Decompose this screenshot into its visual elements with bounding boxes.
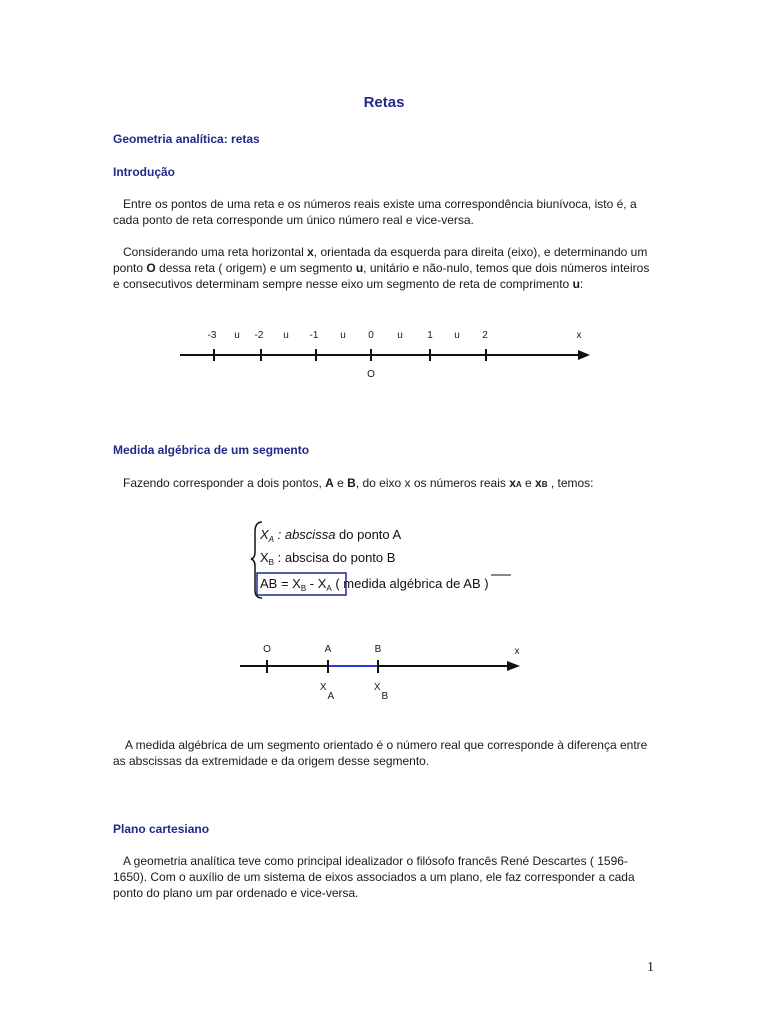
medida-paragraph-1: Fazendo corresponder a dois pontos, A e B, do eixo x os números reais xA e xB , temos: [123, 476, 594, 490]
tick-label-0: 0 [368, 330, 374, 341]
page-number: 1 [647, 960, 654, 975]
section-heading-geometria: Geometria analítica: retas [113, 132, 260, 146]
unit-label: u [234, 330, 240, 341]
tick-label-minus1: -1 [309, 330, 319, 341]
point-label-b: B [374, 644, 382, 655]
point-label-a: A [324, 644, 332, 655]
page-title: Retas [363, 94, 405, 111]
unit-label: u [340, 330, 346, 341]
tick-label-minus3: -3 [207, 330, 217, 341]
formula-line-3: AB = $X_B - X_A$ ( medida algébrica de AB ) [260, 576, 489, 593]
xb-label: XB [373, 682, 389, 702]
plano-paragraph-1: A geometria analítica teve como principal idealizador o filósofo francês René Descartes ( 1596-1650). Com o auxílio de um sistema de eixos associados a um plano, ele faz corresponder a cada ponto do plano um par ordenado e vice-versa. [113, 854, 635, 900]
medida-paragraph-2: A medida algébrica de um segmento orientado é o número real que corresponde à diferença entre as abscissas da extremidade e da origem desse segmento. [113, 738, 648, 768]
intro-paragraph-1: Entre os pontos de uma reta e os números reais existe uma correspondência biunívoca, isto é, a cada ponto de reta corresponde um único número real e vice-versa. [113, 197, 637, 227]
unit-label: u [283, 330, 289, 341]
point-label-o: O [263, 644, 271, 655]
axis-arrowhead [578, 350, 590, 360]
formula-block [250, 518, 540, 602]
section-heading-plano: Plano cartesiano [113, 822, 210, 836]
axis-label-x: x [576, 330, 582, 341]
section-heading-introducao: Introdução [113, 165, 175, 179]
formula-line-1: $X_A$ : abscissa do ponto A [260, 527, 402, 544]
unit-label: u [397, 330, 403, 341]
axis-label-x: x [514, 646, 520, 657]
tick-label-2: 2 [482, 330, 488, 341]
axis-arrowhead [507, 661, 520, 671]
unit-label: u [454, 330, 460, 341]
tick-label-minus2: -2 [254, 330, 264, 341]
segment-diagram [232, 638, 532, 708]
intro-paragraph-2: Considerando uma reta horizontal x, orientada da esquerda para direita (eixo), e determinando um ponto O dessa reta ( origem) e um segmento u, unitário e não-nulo, temos que dois números inteiros e consecutivos determinam sempre nesse eixo um segmento de reta de comprimento u: [113, 245, 650, 291]
section-heading-medida: Medida algébrica de um segmento [113, 443, 310, 457]
xa-label: XA [319, 682, 335, 702]
number-line-diagram [170, 322, 600, 384]
origin-label: O [367, 369, 375, 380]
tick-label-1: 1 [427, 330, 433, 341]
formula-line-2: $X_B$ : abscisa do ponto B [260, 550, 396, 567]
